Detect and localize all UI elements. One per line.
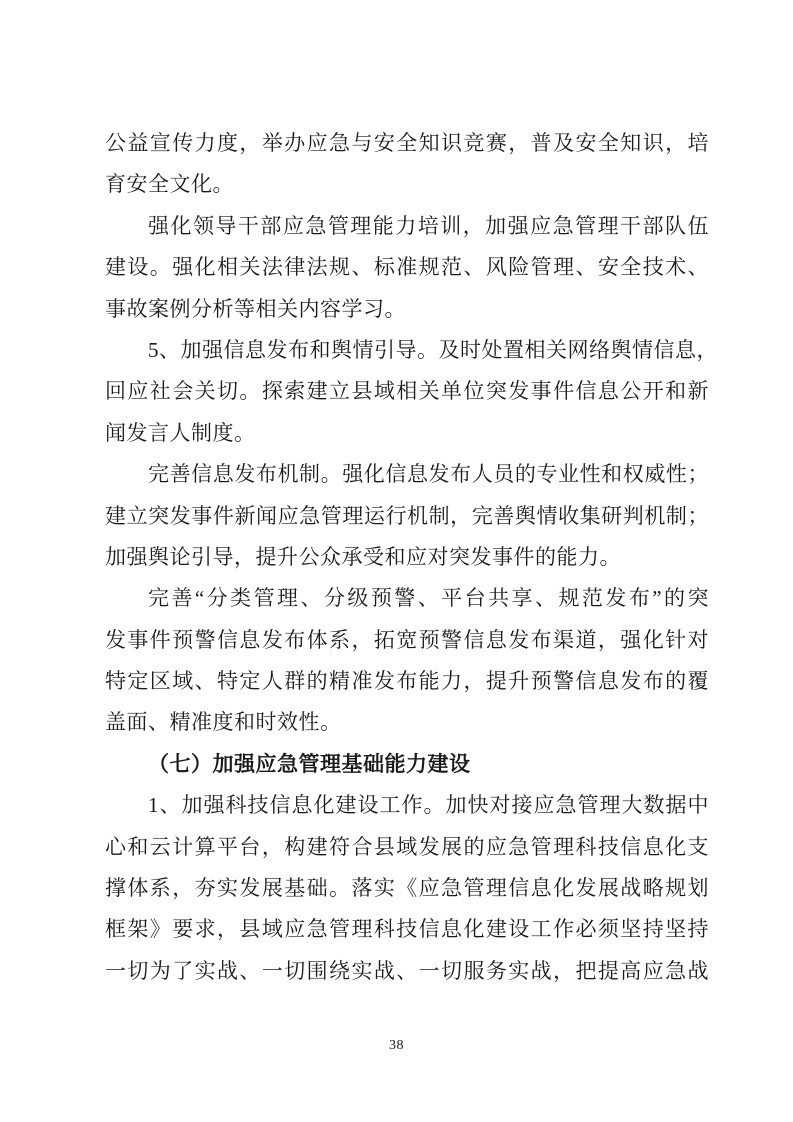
paragraph — [105, 330, 718, 454]
text-line: （七）加强应急管理基础能力建设 — [148, 752, 471, 776]
text-line: 建设。强化相关法律法规、标准规范、风险管理、安全技术、 — [105, 255, 709, 280]
text-line: 回应社会关切。探索建立县域相关单位突发事件信息公开和新 — [105, 379, 709, 404]
text-line: 特定区域、特定人群的精准发布能力，提升预警信息发布的覆 — [105, 669, 709, 694]
text-line: 加强舆论引导，提升公众承受和应对突发事件的能力。 — [105, 544, 621, 569]
text-line: 强化领导干部应急管理能力培训，加强应急管理干部队伍 — [148, 213, 709, 238]
document-body — [105, 123, 718, 992]
text-line: 盖面、精准度和时效性。 — [105, 710, 342, 735]
text-line: 撑体系，夯实发展基础。落实《应急管理信息化发展战略规划 — [105, 876, 709, 901]
paragraph — [105, 206, 709, 330]
text-line: 育安全文化。 — [105, 172, 234, 197]
text-line: 心和云计算平台，构建符合县域发展的应急管理科技信息化支 — [105, 834, 709, 859]
text-line: 发事件预警信息发布体系，拓宽预警信息发布渠道，强化针对 — [105, 627, 709, 652]
text-line: 1、加强科技信息化建设工作。加快对接应急管理大数据中 — [148, 793, 709, 818]
section-heading — [105, 744, 709, 785]
page-number: 38 — [389, 1038, 404, 1053]
paragraph — [105, 578, 709, 744]
paragraph — [105, 785, 709, 992]
text-line: 公益宣传力度，举办应急与安全知识竞赛，普及安全知识，培 — [105, 131, 709, 155]
text-line: 完善信息发布机制。强化信息发布人员的专业性和权威性； — [148, 462, 709, 487]
text-line: 闻发言人制度。 — [105, 420, 256, 445]
text-line: 建立突发事件新闻应急管理运行机制，完善舆情收集研判机制； — [105, 503, 709, 528]
text-line: 框架》要求，县域应急管理科技信息化建设工作必须坚持坚持 — [105, 917, 709, 942]
paragraph — [105, 454, 709, 578]
text-line: 事故案例分析等相关内容学习。 — [105, 296, 406, 321]
text-line: 一切为了实战、一切围绕实战、一切服务实战，把提高应急战 — [105, 958, 709, 983]
text-line: 5、加强信息发布和舆情引导。及时处置相关网络舆情信息， — [148, 337, 718, 362]
paragraph — [105, 123, 709, 206]
text-line: 完善“分类管理、分级预警、平台共享、规范发布”的突 — [148, 586, 709, 611]
